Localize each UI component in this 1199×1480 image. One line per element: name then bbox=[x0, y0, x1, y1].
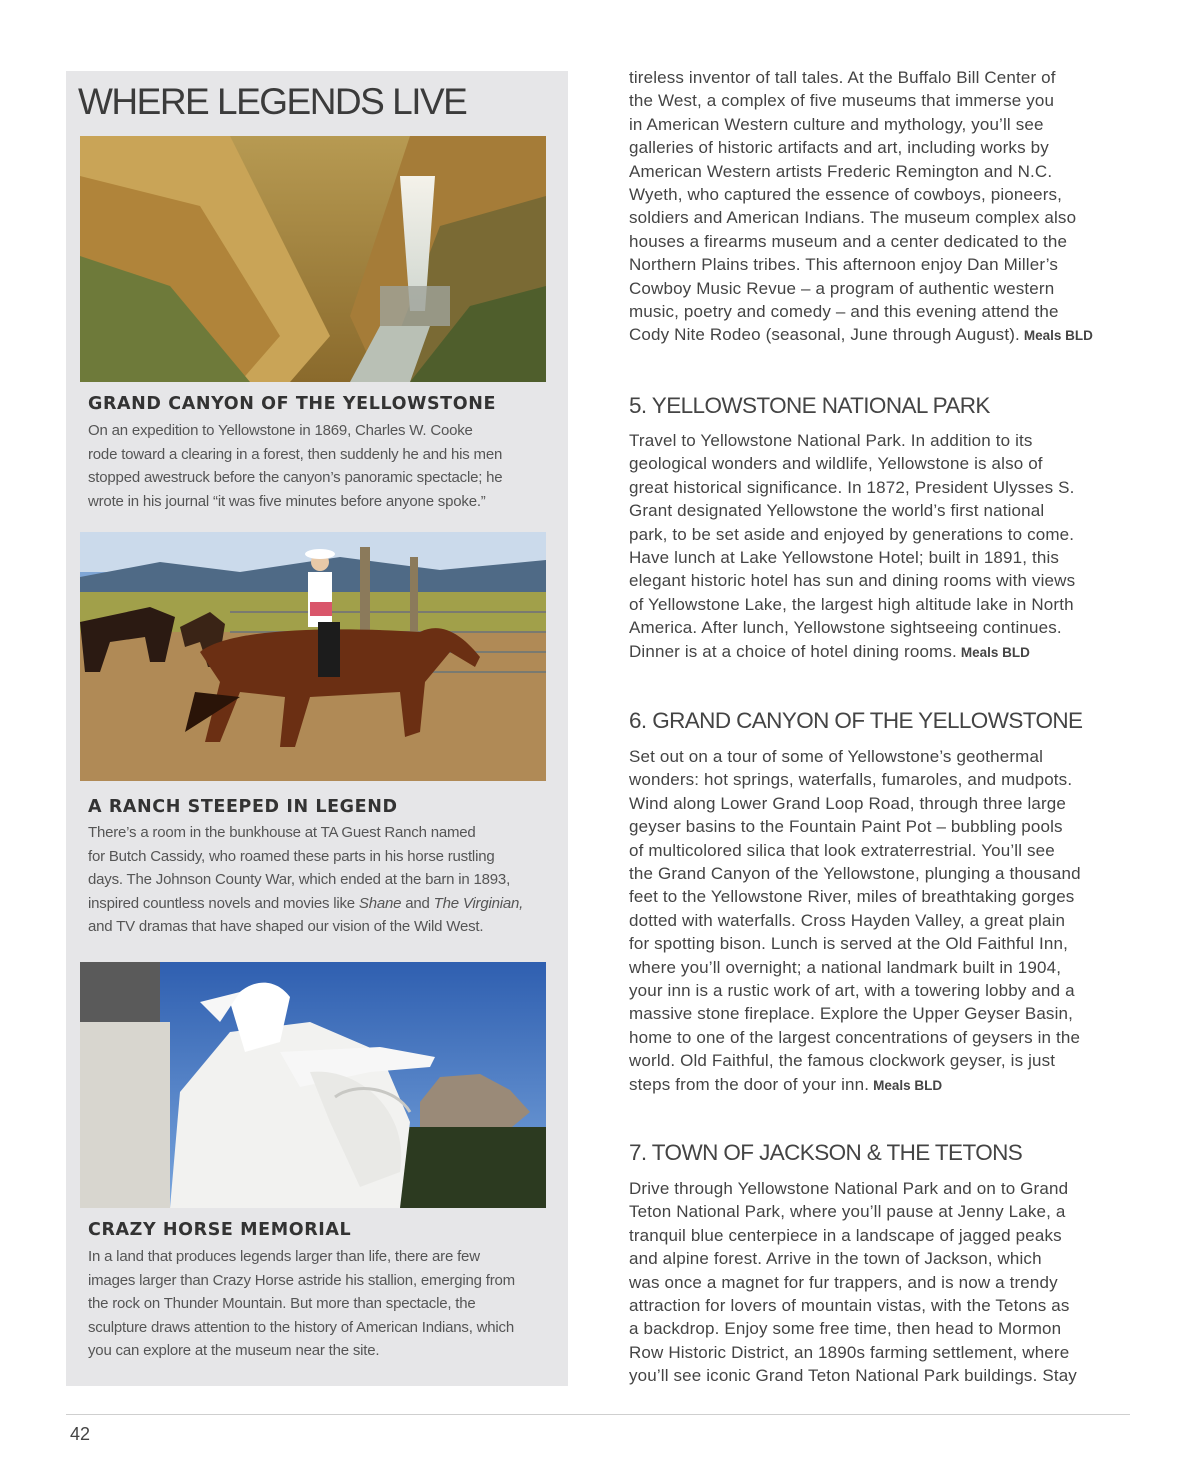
day-body-5: Travel to Yellowstone National Park. In addition to its geological wonders and wildlife, Yellowstone is also of great historical significance. In 1872, President Ulysses S. Grant designated Yellowstone the world’s first national park, to be set aside and enjoyed by generations to come. Have lunch at Lake Yellowstone Hotel; built in 1891, this elegant historic hotel has sun and dining rooms with views of Yellowstone Lake, the largest high altitude lake in North America. After lunch, Yellowstone sightseeing continues. Dinner is at a choice of hotel dining rooms. Meals BLD bbox=[629, 431, 1076, 661]
day-body-7: Drive through Yellowstone National Park and on to Grand Teton National Park, where you’ll pause at Jenny Lake, a tranquil blue centerpiece in a landscape of jagged peaks and alpine forest. Arrive in the town of Jackson, which was once a magnet for fur trappers, and is now a trendy attraction for lovers of mountain vistas, with the Tetons as a backdrop. Enjoy some free time, then head to Mormon Row Historic District, an 1890s farming settlement, where you’ll see iconic Grand Teton National Park buildings. Stay bbox=[629, 1179, 1077, 1386]
photo-crazy-horse-memorial bbox=[80, 962, 546, 1208]
page-number: 42 bbox=[70, 1424, 91, 1444]
meals-label: Meals BLD bbox=[960, 644, 1030, 660]
feature-body-crazy-horse: In a land that produces legends larger than life, there are few images larger than Crazy Horse astride his stallion, emerging from the rock on Thunder Mountain. But more than spectacle, the sculpture draws attention to the history of American Indians, which you can explore at the museum near the site. bbox=[88, 1248, 515, 1359]
footer-divider bbox=[66, 1414, 1130, 1415]
meals-label: Meals BLD bbox=[873, 1077, 943, 1093]
feature-title-ranch: A RANCH STEEPED IN LEGEND bbox=[88, 797, 398, 817]
feature-body-ranch: There’s a room in the bunkhouse at TA Guest Ranch named for Butch Cassidy, who roamed these parts in his horse rustling days. The Johnson County War, which ended at the barn in 1893, inspired countless novels and movies like Shane and The Virginian, and TV dramas that have shaped our vision of the Wild West. bbox=[88, 824, 524, 935]
sidebar-title: WHERE LEGENDS LIVE bbox=[78, 81, 467, 122]
day-heading-5: 5. YELLOWSTONE NATIONAL PARK bbox=[629, 393, 990, 418]
day-heading-7: 7. TOWN OF JACKSON & THE TETONS bbox=[629, 1140, 1023, 1165]
sidebar-panel bbox=[66, 71, 568, 1386]
intro-paragraph: tireless inventor of tall tales. At the Buffalo Bill Center of the West, a complex of five museums that immerse you in American Western culture and mythology, you’ll see galleries of historic artifacts and art, including works by American Western artists Frederic Remington and N.C. Wyeth, who captured the essence of cowboys, pioneers, soldiers and American Indians. The museum complex also houses a firearms museum and a center dedicated to the Northern Plains tribes. This afternoon enjoy Dan Miller’s Cowboy Music Revue – a program of authentic western music, poetry and comedy – and this evening attend the Cody Nite Rodeo (seasonal, June through August). Meals BLD bbox=[629, 68, 1093, 345]
photo-grand-canyon-yellowstone bbox=[80, 136, 546, 382]
day-body-6: Set out on a tour of some of Yellowstone’s geothermal wonders: hot springs, waterfalls, fumaroles, and mudpots. Wind along Lower Grand Loop Road, through three large geyser basins to the Fountain Paint Pot – bubbling pools of multicolored silica that look extraterrestrial. You’ll see the Grand Canyon of the Yellowstone, plunging a thousand feet to the Yellowstone River, miles of breathtaking gorges dotted with waterfalls. Cross Hayden Valley, a great plain for spotting bison. Lunch is served at the Old Faithful Inn, where you’ll overnight; a national landmark built in 1904, your inn is a rustic work of art, with a towering lobby and a massive stone fireplace. Explore the Upper Geyser Basin, home to one of the largest concentrations of geysers in the world. Old Faithful, the famous clockwork geyser, is just steps from the door of your inn. Meals BLD bbox=[629, 747, 1081, 1094]
feature-title-grand-canyon: GRAND CANYON OF THE YELLOWSTONE bbox=[88, 394, 497, 414]
feature-body-grand-canyon: On an expedition to Yellowstone in 1869, Charles W. Cooke rode toward a clearing in a forest, then suddenly he and his men stopped awestruck before the canyon’s panoramic spectacle; he wrote in his journal “it was five minutes before anyone spoke.” bbox=[88, 422, 503, 510]
photo-ranch-horse-rider bbox=[80, 532, 546, 781]
day-heading-6: 6. GRAND CANYON OF THE YELLOWSTONE bbox=[629, 708, 1083, 733]
feature-title-crazy-horse: CRAZY HORSE MEMORIAL bbox=[88, 1220, 352, 1240]
meals-label: Meals BLD bbox=[1023, 328, 1093, 344]
